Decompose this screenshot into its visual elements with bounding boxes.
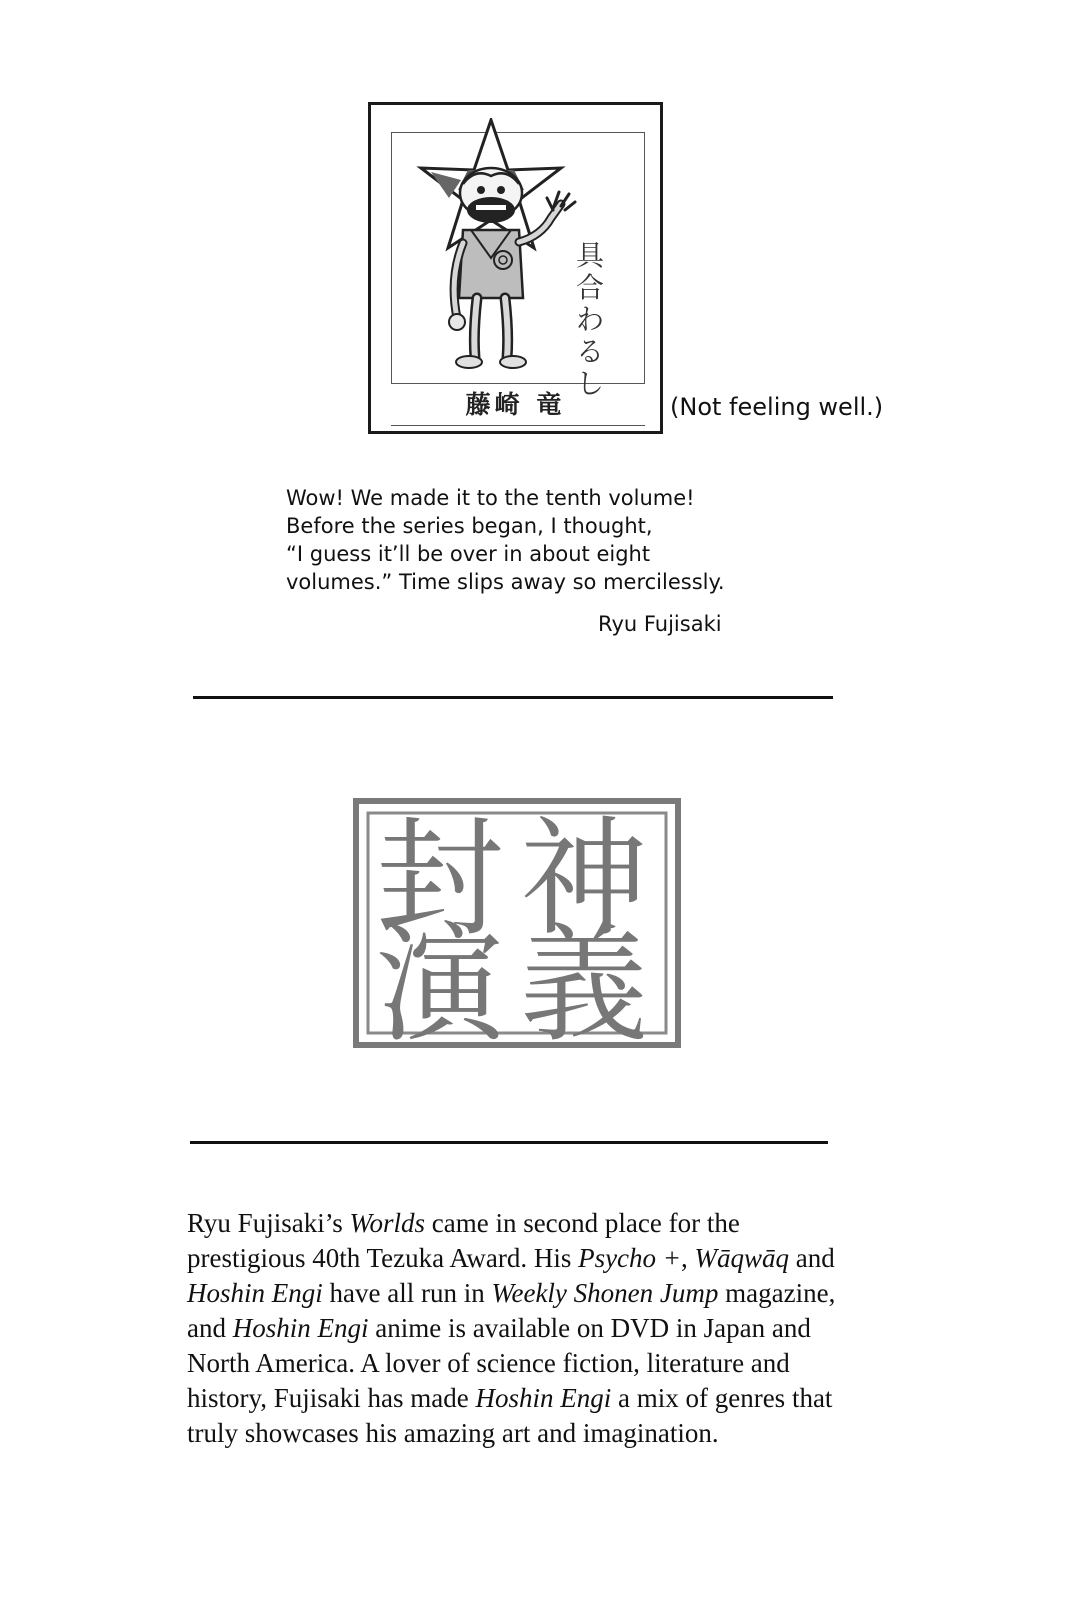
bio-title: Hoshin Engi — [475, 1383, 612, 1413]
comment-line: Before the series began, I thought, — [286, 514, 653, 538]
legs — [474, 298, 507, 358]
bio-text: and — [187, 1313, 233, 1343]
bio-line — [187, 1311, 867, 1346]
bio-text: have all run in — [322, 1278, 492, 1308]
author-comment — [286, 484, 806, 596]
teeth — [476, 205, 506, 210]
bio-text: came in second place for the — [424, 1208, 740, 1238]
bio-title: Psycho + — [578, 1243, 682, 1273]
bio-title: Wāqwāq — [694, 1243, 790, 1273]
seal-char: 演 — [376, 911, 505, 1049]
bio-text: and — [789, 1243, 835, 1273]
bio-text: , — [681, 1243, 695, 1273]
bio-line — [187, 1381, 867, 1416]
author-name-japanese: 藤崎 竜 — [465, 390, 566, 419]
bio-text: magazine, — [718, 1278, 836, 1308]
left-eye — [477, 186, 485, 194]
seal-char: 封 — [376, 805, 505, 954]
divider-bottom — [190, 1141, 828, 1144]
bio-text: history, Fujisaki has made — [187, 1383, 476, 1413]
bio-line — [187, 1206, 867, 1241]
seal-char: 神 — [520, 805, 649, 954]
bio-line: North America. A lover of science fiction, literature and — [187, 1348, 790, 1378]
divider-top — [193, 696, 833, 699]
bio-title: Worlds — [349, 1208, 425, 1238]
bio-text: prestigious 40th Tezuka Award. His — [187, 1243, 579, 1273]
author-biography — [187, 1206, 867, 1451]
comment-line: Wow! We made it to the tenth volume! — [286, 486, 695, 510]
right-eye — [497, 186, 505, 194]
robe — [459, 230, 523, 298]
bio-line — [187, 1276, 867, 1311]
seal-char: 義 — [520, 911, 649, 1049]
name-underline — [391, 425, 645, 426]
portrait-caption: (Not feeling well.) — [670, 393, 884, 421]
left-hand — [449, 314, 465, 330]
comment-signature: Ryu Fujisaki — [598, 612, 722, 636]
bio-text: anime is available on DVD in Japan and — [368, 1313, 811, 1343]
left-foot — [456, 356, 482, 368]
bio-text: a mix of genres that — [611, 1383, 833, 1413]
bio-title: Hoshin Engi — [187, 1278, 323, 1308]
comment-line: “I guess it’ll be over in about eight — [286, 542, 651, 566]
bio-title: Hoshin Engi — [232, 1313, 369, 1343]
hoshin-engi-seal-logo — [352, 797, 682, 1049]
vertical-handwritten-note: 具合わるし — [575, 239, 604, 400]
comment-line: volumes.” Time slips away so mercilessly. — [286, 570, 725, 594]
bio-title: Weekly Shonen Jump — [491, 1278, 719, 1308]
bio-line — [187, 1241, 867, 1276]
bio-text: Ryu Fujisaki’s — [187, 1208, 350, 1238]
right-foot — [500, 356, 526, 368]
bio-line: truly showcases his amazing art and imagination. — [187, 1418, 719, 1448]
